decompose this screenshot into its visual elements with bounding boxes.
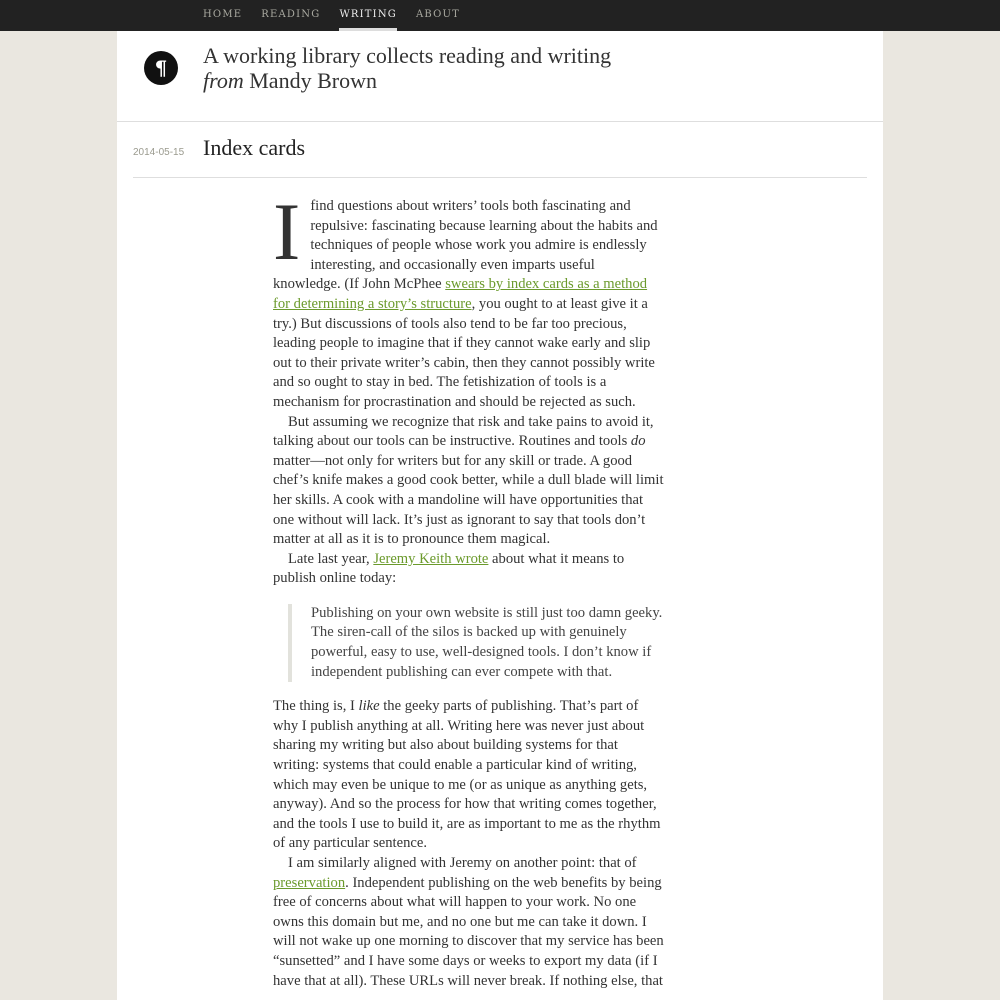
site-header bbox=[117, 31, 883, 122]
nav-about[interactable]: ABOUT bbox=[415, 9, 461, 20]
paragraph-2-emphasis: do bbox=[630, 433, 646, 450]
paragraph-3-text-b: about what it means to publish online today: bbox=[273, 550, 625, 587]
paragraph-3 bbox=[273, 550, 665, 589]
tagline-author[interactable]: Mandy Brown bbox=[249, 68, 377, 93]
tagline-line1: A working library collects reading and writing bbox=[203, 43, 612, 68]
paragraph-1-text-b: , you ought to at least give it a try.) But discussions of tools also tend to be far too precious, leading people to imagine that if they cannot wake early and slip out to their private writer’s cabin, then they cannot possibly write and so ought to stay in bed. The fetishization of tools is a mechanism for procrastination and should be rejected as such. bbox=[273, 295, 655, 410]
paragraph-5-text-b: . Independent publishing on the web benefits by being free of concerns about what will happen to your work. No one owns this domain but me, and no one but me can take it down. I will not wake up one morning to discover that my service has been “sunsetted” and I have some days or weeks to export my data (if I have that at all). These URLs will never break. If nothing else, that bbox=[273, 874, 664, 989]
drop-cap: I bbox=[273, 186, 301, 277]
pilcrow-logo-icon[interactable]: ¶ bbox=[144, 51, 178, 85]
page-card bbox=[117, 31, 883, 1000]
paragraph-2-text-b: matter—not only for writers but for any skill or trade. A good chef’s knife makes a good cook better, while a dull blade will limit her skills. A cook with a mandoline will have opportunities that one without will lack. It’s just as ignorant to say that tools don’t matter at all as it is to pronounce them magical. bbox=[273, 452, 664, 548]
paragraph-1-text-a: find questions about writers’ tools both fascinating and repulsive: fascinating because learning about the habits and techniques of people whose work you admire is endlessly interesting, and occasionally even imparts useful knowledge. (If John McPhee bbox=[273, 198, 658, 293]
site-tagline bbox=[203, 43, 611, 93]
preservation-link[interactable]: preservation bbox=[273, 874, 346, 891]
paragraph-4 bbox=[273, 697, 665, 854]
paragraph-5-text-a: I am similarly aligned with Jeremy on another point: that of bbox=[288, 855, 637, 871]
jeremy-keith-link[interactable]: Jeremy Keith wrote bbox=[373, 550, 489, 567]
paragraph-4-emphasis: like bbox=[358, 698, 380, 715]
top-navigation-bar bbox=[0, 0, 1000, 31]
index-cards-link[interactable]: swears by index cards as a method for determining a story’s structure bbox=[273, 276, 648, 312]
paragraph-3-text-a: Late last year, bbox=[288, 550, 374, 567]
tagline-from: from bbox=[203, 68, 244, 93]
paragraph-2-text-a: But assuming we recognize that risk and take pains to avoid it, talking about our tools can be instructive. Routines and tools bbox=[273, 413, 654, 450]
paragraph-1 bbox=[273, 186, 665, 413]
nav-writing[interactable]: WRITING bbox=[339, 0, 397, 31]
post-title: Index cards bbox=[203, 135, 306, 160]
post-date: 2014-05-15 bbox=[133, 147, 185, 158]
nav-home[interactable]: HOME bbox=[203, 9, 243, 20]
blockquote: Publishing on your own website is still just too damn geeky. The siren-call of the silos is backed up with genuinely powerful, easy to use, well-designed tools. I don’t know if independent publishing can ever compete with that. bbox=[288, 604, 665, 682]
paragraph-5 bbox=[273, 854, 665, 991]
post-body bbox=[273, 186, 665, 991]
paragraph-4-text-a: The thing is, I bbox=[273, 698, 359, 715]
post-header bbox=[133, 121, 867, 178]
main-nav bbox=[203, 0, 479, 31]
paragraph-4-text-b: the geeky parts of publishing. That’s part of why I publish anything at all. Writing here was never just about sharing my writing but also about building systems for that writing: systems that could enable a particular kind of writing, which may even be unique to me (or as unique as anything gets, anyway). And so the process for how that writing comes together, and the tools I use to build it, are as important to me as the rhythm of any particular sentence. bbox=[273, 698, 661, 852]
nav-reading[interactable]: READING bbox=[261, 9, 321, 20]
paragraph-2 bbox=[273, 413, 665, 550]
